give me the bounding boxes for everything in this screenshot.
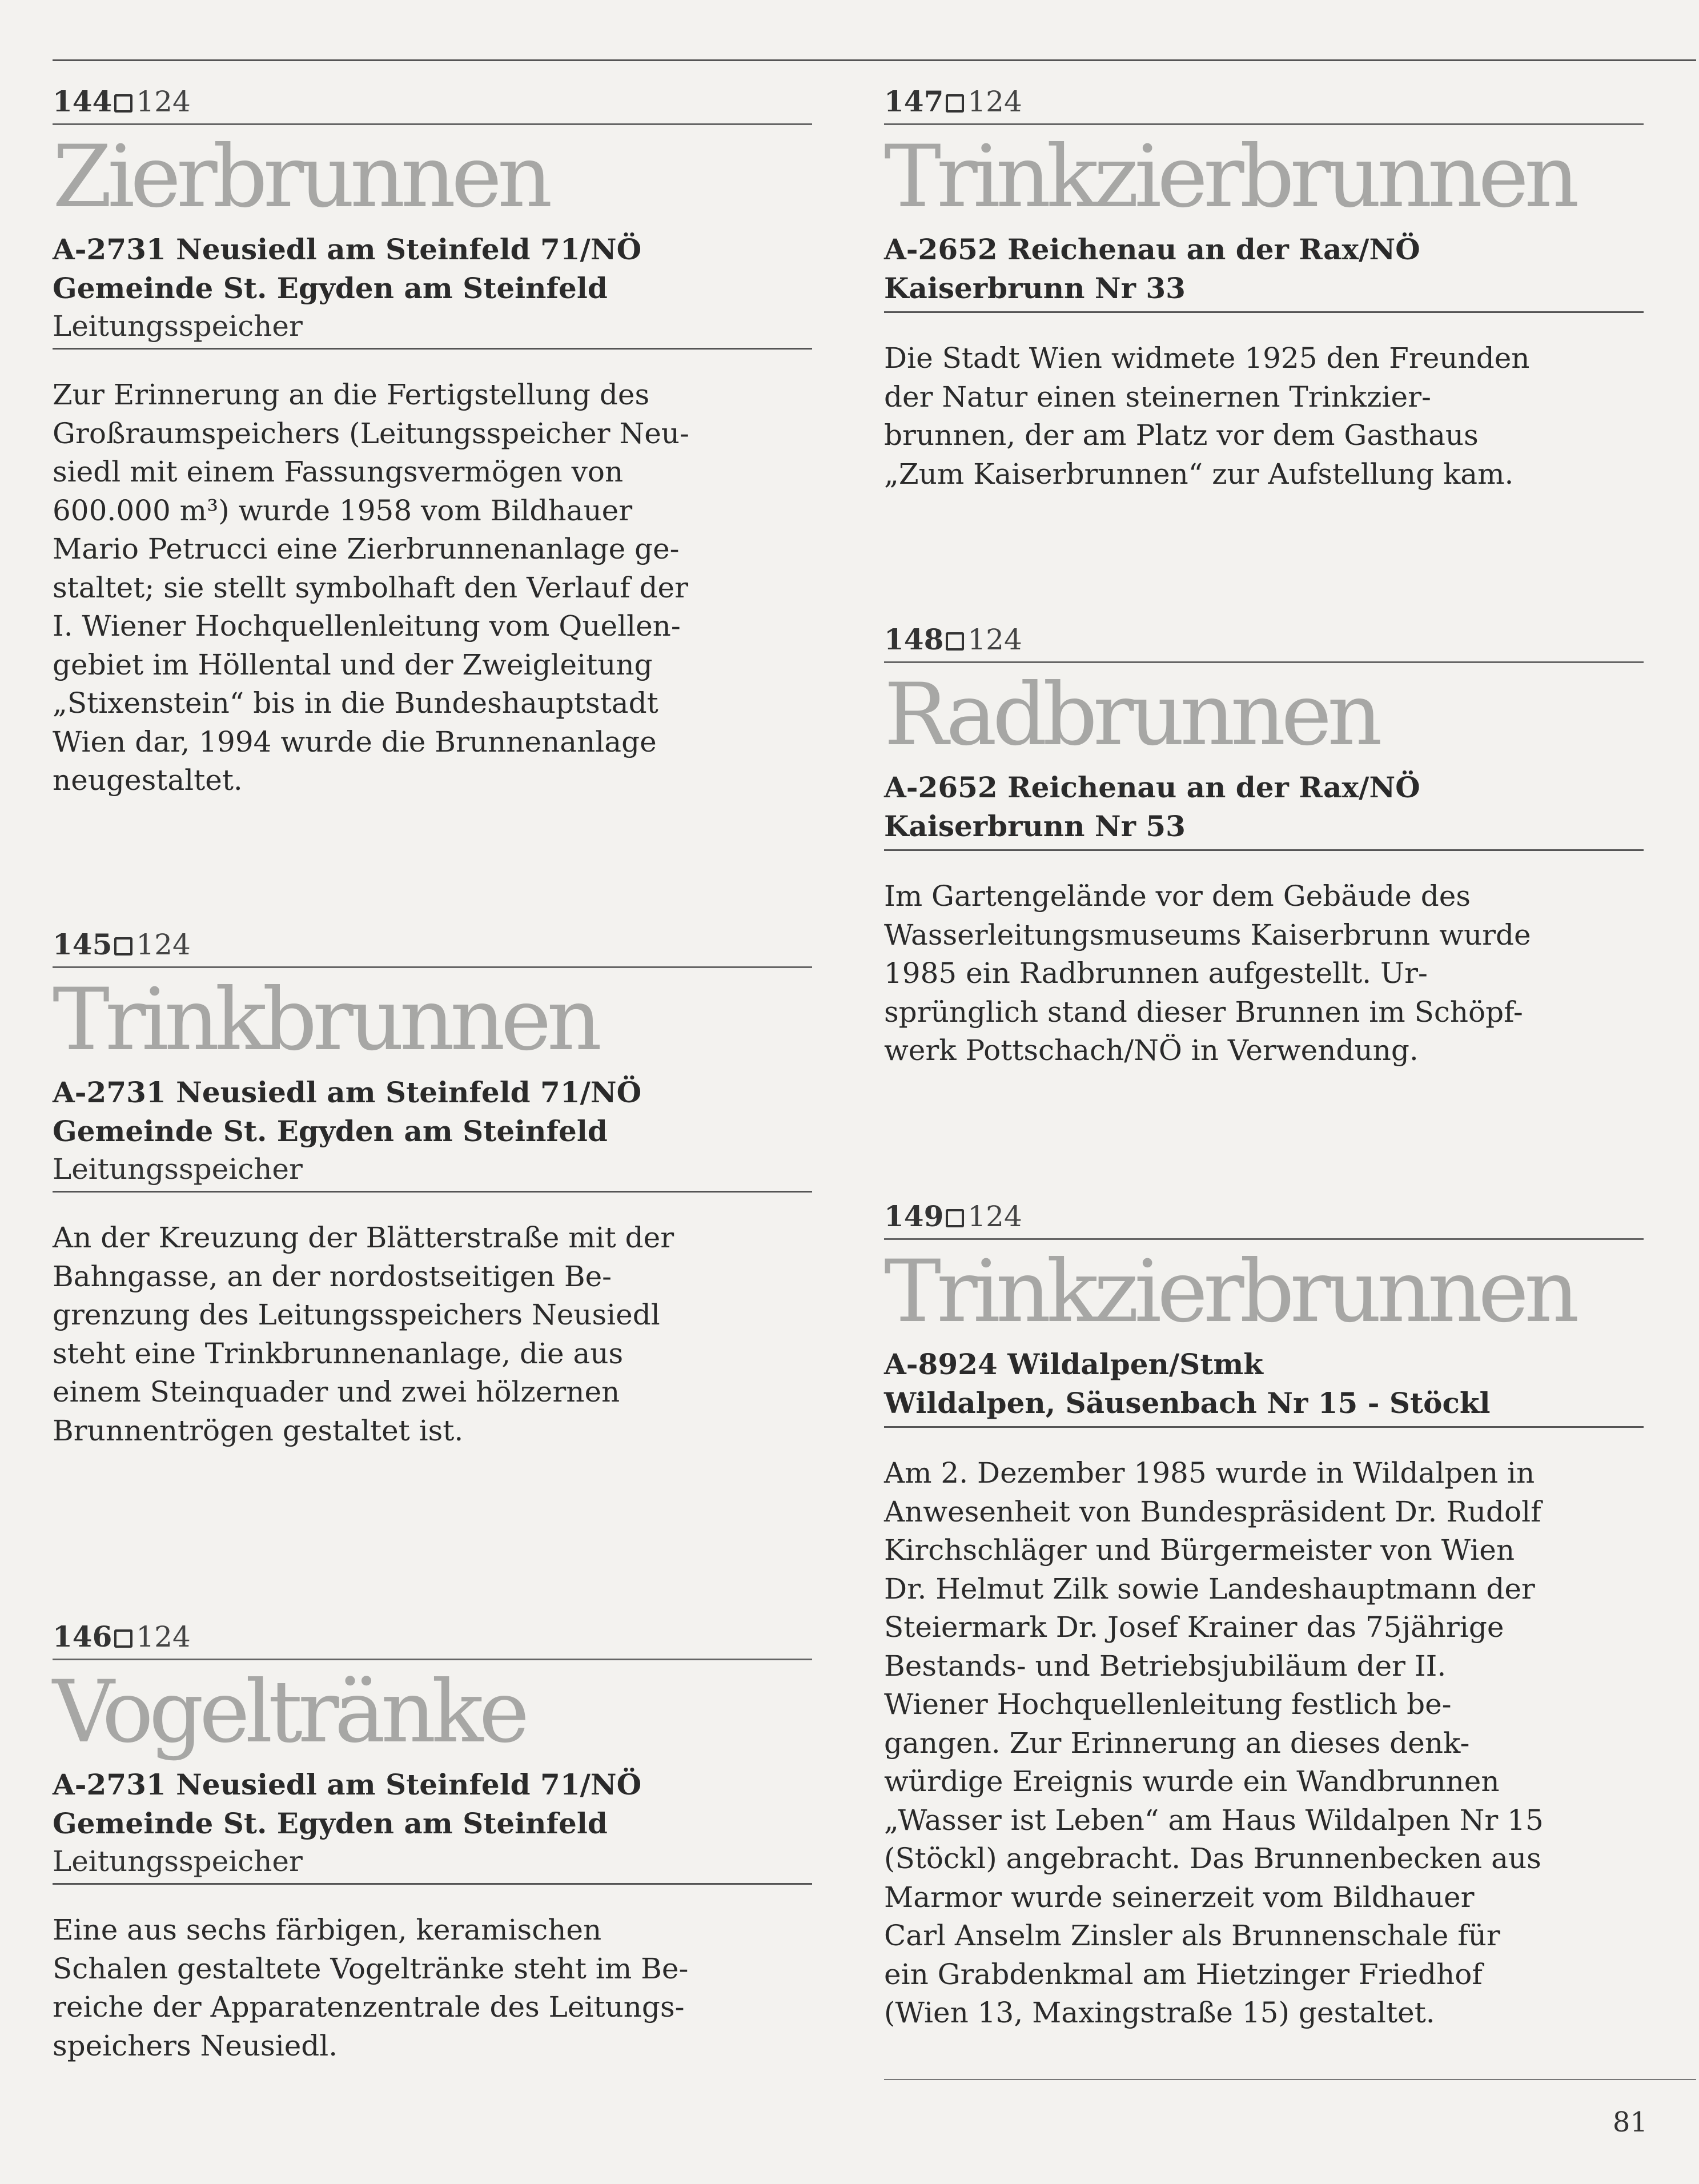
body-line: Kirchschläger und Bürgermeister von Wien — [884, 1533, 1515, 1567]
body-line: der Natur einen steinernen Trinkzier- — [884, 380, 1431, 413]
entry-body — [884, 339, 1644, 493]
body-line: Bahngasse, an der nordostseitigen Be- — [53, 1259, 612, 1293]
body-line: gebiet im Höllental und der Zweigleitung — [53, 648, 653, 681]
entry-reference: 124 — [967, 85, 1022, 118]
body-line: Anwesenheit von Bundespräsident Dr. Rudolf — [884, 1495, 1541, 1528]
entry-subtitle: Leitungsspeicher — [53, 310, 303, 343]
entry-145 — [53, 928, 812, 1450]
body-line: siedl mit einem Fassungsvermögen von — [53, 455, 624, 488]
entry-reference: 124 — [136, 85, 191, 118]
body-line: „Wasser ist Leben“ am Haus Wildalpen Nr 15 — [884, 1803, 1544, 1837]
entry-address — [884, 768, 1644, 851]
body-line: Dr. Helmut Zilk sowie Landeshauptmann der — [884, 1572, 1535, 1605]
address-line: Kaiserbrunn Nr 33 — [884, 271, 1186, 305]
entry-146 — [53, 1620, 812, 2065]
entry-reference: 124 — [136, 1620, 191, 1653]
address-line: Kaiserbrunn Nr 53 — [884, 809, 1186, 843]
entry-title: Trinkbrunnen — [53, 970, 598, 1070]
body-line: „Stixenstein“ bis in die Bundeshauptstadt — [53, 686, 658, 720]
entry-title: Trinkzierbrunnen — [884, 1242, 1575, 1342]
checkbox-icon — [114, 1629, 132, 1648]
body-line: Carl Anselm Zinsler als Brunnenschale für — [884, 1919, 1500, 1952]
entry-147 — [884, 85, 1644, 493]
entry-reference: 124 — [967, 1200, 1022, 1233]
address-line: Gemeinde St. Egyden am Steinfeld — [53, 271, 608, 305]
entry-148 — [884, 623, 1644, 1070]
body-line: 1985 ein Radbrunnen aufgestellt. Ur- — [884, 957, 1428, 990]
body-line: Steiermark Dr. Josef Krainer das 75jährige — [884, 1611, 1504, 1644]
entry-address — [53, 1073, 812, 1193]
address-line: Gemeinde St. Egyden am Steinfeld — [53, 1806, 608, 1840]
entry-address — [53, 1765, 812, 1885]
body-line: reiche der Apparatenzentrale des Leitungs- — [53, 1990, 685, 2024]
entry-body — [884, 1454, 1644, 2033]
body-line: Großraumspeichers (Leitungsspeicher Neu- — [53, 416, 689, 450]
body-line: Mario Petrucci eine Zierbrunnenanlage ge- — [53, 532, 680, 565]
body-line: (Wien 13, Maxingstraße 15) gestaltet. — [884, 1996, 1435, 2029]
body-line: Wiener Hochquellenleitung festlich be- — [884, 1688, 1452, 1721]
body-line: staltet; sie stellt symbolhaft den Verlauf der — [53, 571, 689, 604]
entry-number-row — [884, 623, 1644, 663]
entry-149 — [884, 1199, 1644, 2033]
body-line: An der Kreuzung der Blätterstraße mit der — [53, 1221, 674, 1254]
body-line: Wasserleitungsmuseums Kaiserbrunn wurde — [884, 918, 1531, 952]
body-line: 600.000 m³) wurde 1958 vom Bildhauer — [53, 493, 633, 527]
address-line: A-8924 Wildalpen/Stmk — [884, 1347, 1263, 1381]
entry-title: Trinkzierbrunnen — [884, 127, 1575, 227]
checkbox-icon — [946, 94, 964, 113]
address-line: Wildalpen, Säusenbach Nr 15 - Stöckl — [884, 1386, 1491, 1420]
entry-number: 145 — [53, 928, 113, 961]
entry-number-row — [884, 85, 1644, 125]
body-line: „Zum Kaiserbrunnen“ zur Aufstellung kam. — [884, 457, 1514, 491]
body-line: sprünglich stand dieser Brunnen im Schöpf- — [884, 995, 1523, 1029]
body-line: würdige Ereignis wurde ein Wandbrunnen — [884, 1765, 1500, 1798]
address-line: A-2731 Neusiedl am Steinfeld 71/NÖ — [53, 1075, 642, 1109]
body-line: Im Gartengelände vor dem Gebäude des — [884, 880, 1471, 913]
checkbox-icon — [946, 632, 964, 651]
body-line: Am 2. Dezember 1985 wurde in Wildalpen in — [884, 1456, 1535, 1490]
checkbox-icon — [114, 94, 132, 113]
checkbox-icon — [946, 1209, 964, 1227]
body-line: brunnen, der am Platz vor dem Gasthaus — [884, 419, 1479, 452]
entry-subtitle: Leitungsspeicher — [53, 1845, 303, 1878]
bottom-rule — [884, 2079, 1696, 2080]
address-line: Gemeinde St. Egyden am Steinfeld — [53, 1114, 608, 1148]
body-line: Eine aus sechs färbigen, keramischen — [53, 1913, 602, 1946]
entry-body — [53, 1911, 812, 2065]
entry-number: 149 — [884, 1199, 944, 1233]
body-line: (Stöckl) angebracht. Das Brunnenbecken aus — [884, 1842, 1541, 1875]
body-line: Marmor wurde seinerzeit vom Bildhauer — [884, 1880, 1475, 1914]
entry-number-row — [53, 928, 812, 968]
checkbox-icon — [114, 937, 132, 956]
address-line: A-2731 Neusiedl am Steinfeld 71/NÖ — [53, 1768, 642, 1801]
address-line: A-2652 Reichenau an der Rax/NÖ — [884, 770, 1420, 804]
address-line: A-2731 Neusiedl am Steinfeld 71/NÖ — [53, 232, 642, 266]
entry-reference: 124 — [967, 623, 1022, 656]
body-line: Schalen gestaltete Vogeltränke steht im Be- — [53, 1952, 689, 1985]
body-line: Wien dar, 1994 wurde die Brunnenanlage — [53, 725, 657, 758]
entry-subtitle: Leitungsspeicher — [53, 1153, 303, 1186]
page-number: 81 — [1612, 2106, 1648, 2138]
entry-body — [53, 376, 812, 800]
body-line: Die Stadt Wien widmete 1925 den Freunden — [884, 342, 1530, 375]
entry-number: 148 — [884, 623, 944, 656]
entry-title: Zierbrunnen — [53, 127, 548, 227]
entry-number: 146 — [53, 1620, 113, 1653]
body-line: speichers Neusiedl. — [53, 2029, 338, 2062]
top-rule — [53, 59, 1696, 61]
body-line: grenzung des Leitungsspeichers Neusiedl — [53, 1298, 660, 1331]
body-line: Zur Erinnerung an die Fertigstellung des — [53, 378, 650, 411]
body-line: I. Wiener Hochquellenleitung vom Quellen- — [53, 609, 681, 643]
entry-address — [884, 230, 1644, 313]
entry-body — [884, 877, 1644, 1070]
body-line: Bestands- und Betriebsjubiläum der II. — [884, 1649, 1447, 1683]
entry-address — [53, 230, 812, 350]
body-line: ein Grabdenkmal am Hietzinger Friedhof — [884, 1957, 1483, 1991]
address-line: A-2652 Reichenau an der Rax/NÖ — [884, 232, 1420, 266]
body-line: einem Steinquader und zwei hölzernen — [53, 1375, 620, 1408]
entry-number: 144 — [53, 85, 113, 118]
entry-title: Radbrunnen — [884, 665, 1378, 765]
entry-number-row — [884, 1199, 1644, 1240]
entry-144 — [53, 85, 812, 800]
body-line: neugestaltet. — [53, 764, 243, 797]
entry-title: Vogeltränke — [53, 1663, 525, 1762]
entry-number: 147 — [884, 85, 944, 118]
body-line: steht eine Trinkbrunnenanlage, die aus — [53, 1336, 624, 1370]
entry-reference: 124 — [136, 928, 191, 961]
body-line: gangen. Zur Erinnerung an dieses denk- — [884, 1726, 1470, 1760]
body-line: werk Pottschach/NÖ in Verwendung. — [884, 1034, 1419, 1067]
entry-number-row — [53, 85, 812, 125]
entry-address — [884, 1345, 1644, 1428]
entry-body — [53, 1219, 812, 1450]
entry-number-row — [53, 1620, 812, 1660]
body-line: Brunnentrögen gestaltet ist. — [53, 1414, 464, 1447]
